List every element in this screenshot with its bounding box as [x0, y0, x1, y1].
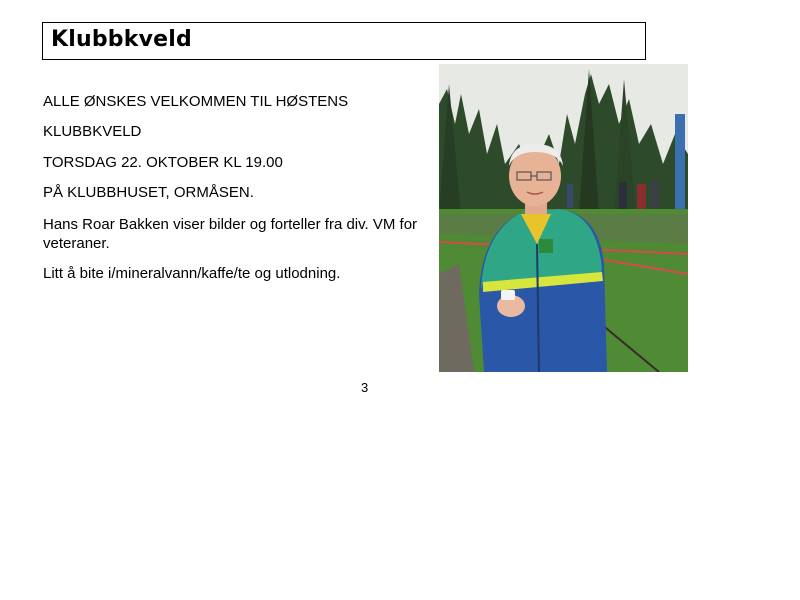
- date-time-line: TORSDAG 22. OKTOBER KL 19.00: [43, 154, 283, 171]
- photo-illustration: [439, 64, 688, 372]
- page-title: Klubbkveld: [51, 27, 192, 52]
- welcome-line: ALLE ØNSKES VELKOMMEN TIL HØSTENS: [43, 93, 349, 110]
- event-name-line: KLUBBKVELD: [43, 123, 142, 140]
- page-number: 3: [361, 380, 369, 395]
- refreshments-line: Litt å bite i/mineralvann/kaffe/te og utlodning.: [43, 265, 341, 282]
- photo-man-in-tracksuit: [439, 64, 688, 372]
- title-box: [42, 22, 646, 60]
- location-line: PÅ KLUBBHUSET, ORMÅSEN.: [43, 184, 254, 201]
- presenter-paragraph: Hans Roar Bakken viser bilder og forteller fra div. VM for veteraner.: [43, 216, 418, 252]
